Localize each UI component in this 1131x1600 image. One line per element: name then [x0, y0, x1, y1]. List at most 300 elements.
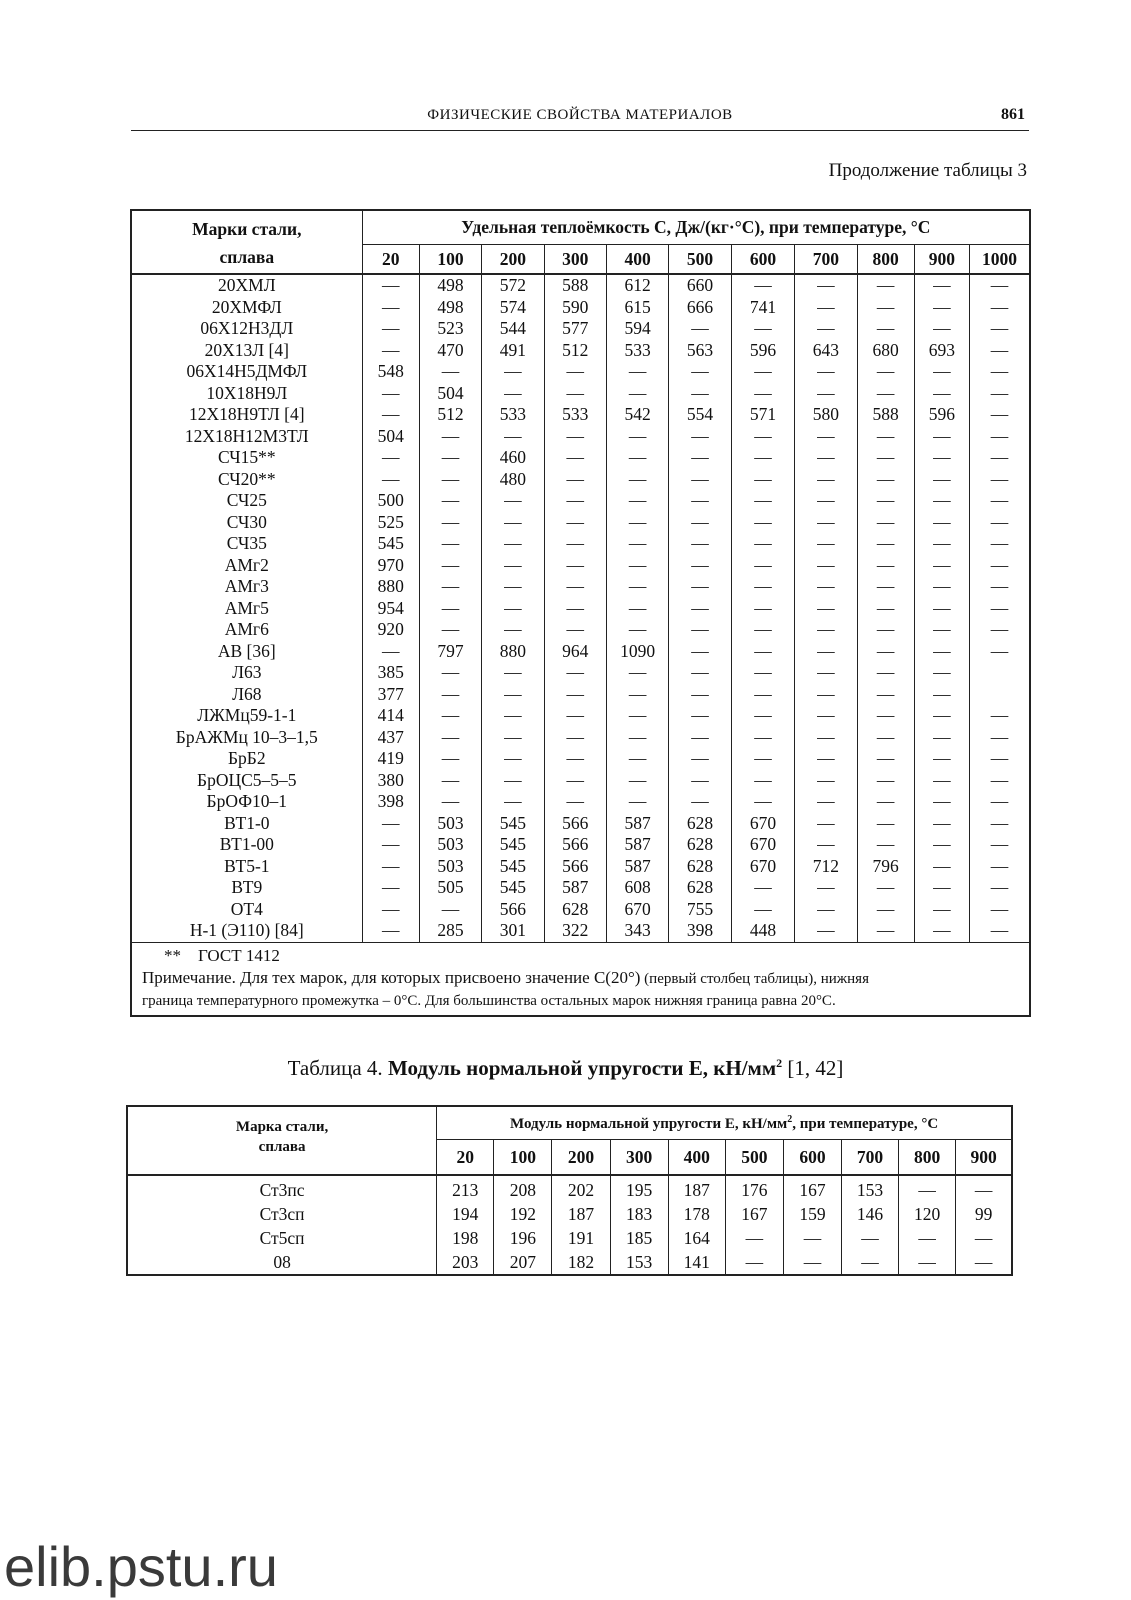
table-3-group-header: Удельная теплоёмкость C, Дж/(кг·°C), при температуре, °C	[461, 217, 931, 237]
value-cell: 512	[544, 340, 606, 362]
value-cell: 167	[783, 1175, 841, 1202]
value-cell: —	[419, 705, 481, 727]
table-4-caption	[0, 1056, 1131, 1081]
value-cell: 480	[482, 469, 544, 491]
value-cell: 164	[668, 1226, 725, 1250]
value-cell: —	[419, 533, 481, 555]
value-cell: —	[606, 770, 668, 792]
table-row	[132, 727, 1029, 749]
value-cell: —	[731, 727, 794, 749]
value-cell: —	[795, 662, 857, 684]
value-cell: —	[482, 619, 544, 641]
value-cell: —	[419, 619, 481, 641]
value-cell: —	[899, 1175, 956, 1202]
value-cell: 548	[362, 361, 419, 383]
value-cell: 628	[544, 899, 606, 921]
value-cell: 615	[606, 297, 668, 319]
value-cell: —	[914, 791, 969, 813]
value-cell: —	[606, 727, 668, 749]
value-cell: —	[914, 748, 969, 770]
value-cell: —	[970, 877, 1030, 899]
value-cell: —	[669, 598, 731, 620]
value-cell: 187	[668, 1175, 725, 1202]
value-cell: —	[544, 598, 606, 620]
value-cell: —	[606, 490, 668, 512]
value-cell: 505	[419, 877, 481, 899]
value-cell: 533	[606, 340, 668, 362]
footnote-mark: **	[164, 945, 181, 965]
value-cell: —	[795, 576, 857, 598]
material-name-cell: Ст3пс	[128, 1175, 437, 1202]
value-cell: —	[669, 727, 731, 749]
value-cell: —	[795, 877, 857, 899]
page-number: 861	[1001, 106, 1025, 123]
value-cell: —	[362, 877, 419, 899]
value-cell: 612	[606, 274, 668, 297]
value-cell: —	[362, 641, 419, 663]
value-cell: —	[731, 662, 794, 684]
material-name-cell: ЛЖМц59-1-1	[132, 705, 362, 727]
value-cell: 141	[668, 1250, 725, 1274]
value-cell: —	[419, 899, 481, 921]
value-cell: —	[914, 705, 969, 727]
value-cell: 643	[795, 340, 857, 362]
value-cell: —	[857, 383, 914, 405]
value-cell: 544	[482, 318, 544, 340]
value-cell: —	[731, 469, 794, 491]
value-cell: 195	[610, 1175, 668, 1202]
value-cell: 491	[482, 340, 544, 362]
value-cell: —	[731, 512, 794, 534]
material-name-cell: ВТ5-1	[132, 856, 362, 878]
material-name-cell: АВ [36]	[132, 641, 362, 663]
value-cell: —	[544, 533, 606, 555]
value-cell: 176	[725, 1175, 783, 1202]
value-cell: —	[731, 274, 794, 297]
value-cell: —	[857, 727, 914, 749]
value-cell: 588	[544, 274, 606, 297]
value-cell: 566	[482, 899, 544, 921]
material-name-cell: СЧ25	[132, 490, 362, 512]
value-cell: —	[419, 684, 481, 706]
value-cell: —	[669, 619, 731, 641]
value-cell: —	[857, 490, 914, 512]
value-cell: 796	[857, 856, 914, 878]
table-row	[132, 533, 1029, 555]
value-cell: —	[606, 383, 668, 405]
value-cell: —	[362, 297, 419, 319]
value-cell: —	[914, 619, 969, 641]
value-cell: —	[544, 791, 606, 813]
value-cell: 504	[419, 383, 481, 405]
value-cell: —	[544, 447, 606, 469]
value-cell: —	[795, 813, 857, 835]
value-cell: —	[606, 705, 668, 727]
value-cell: 670	[731, 834, 794, 856]
value-cell	[970, 662, 1030, 684]
value-cell: —	[795, 555, 857, 577]
note-line-2: граница температурного промежутка – 0°С. Для большинства остальных марок нижняя граница равна 20°С.	[142, 992, 836, 1009]
value-cell: —	[731, 641, 794, 663]
table-4-temp-header: 20	[437, 1140, 494, 1176]
value-cell: —	[914, 920, 969, 942]
value-cell: —	[669, 705, 731, 727]
value-cell: 99	[956, 1202, 1011, 1226]
value-cell: —	[669, 662, 731, 684]
value-cell: —	[544, 469, 606, 491]
value-cell: —	[857, 899, 914, 921]
caption-title	[388, 1056, 782, 1080]
value-cell: —	[419, 426, 481, 448]
value-cell: 182	[552, 1250, 610, 1274]
table-row	[132, 834, 1029, 856]
value-cell: —	[731, 318, 794, 340]
material-name-cell: СЧ20**	[132, 469, 362, 491]
value-cell: —	[857, 813, 914, 835]
value-cell: 460	[482, 447, 544, 469]
material-name-cell: ВТ1-00	[132, 834, 362, 856]
table-3-mark-header: Марки стали, сплава	[132, 211, 362, 274]
material-name-cell: СЧ30	[132, 512, 362, 534]
value-cell: —	[482, 791, 544, 813]
value-cell: —	[970, 813, 1030, 835]
material-name-cell: Н-1 (Э110) [84]	[132, 920, 362, 942]
value-cell: —	[795, 383, 857, 405]
value-cell: —	[956, 1175, 1011, 1202]
value-cell: —	[731, 576, 794, 598]
table-row	[132, 318, 1029, 340]
value-cell: 545	[482, 834, 544, 856]
value-cell: —	[970, 297, 1030, 319]
value-cell: 920	[362, 619, 419, 641]
value-cell: —	[725, 1250, 783, 1274]
material-name-cell: 20Х13Л [4]	[132, 340, 362, 362]
value-cell: 377	[362, 684, 419, 706]
value-cell: —	[857, 576, 914, 598]
table-3-temp-header: 500	[669, 245, 731, 275]
material-name-cell: АМг2	[132, 555, 362, 577]
value-cell: —	[731, 447, 794, 469]
value-cell: 660	[669, 274, 731, 297]
value-cell: —	[914, 426, 969, 448]
value-cell: —	[795, 512, 857, 534]
material-name-cell: ВТ9	[132, 877, 362, 899]
value-cell: —	[970, 899, 1030, 921]
value-cell: —	[857, 469, 914, 491]
table-row	[132, 383, 1029, 405]
value-cell: —	[544, 426, 606, 448]
value-cell: —	[795, 619, 857, 641]
value-cell: —	[482, 748, 544, 770]
table-row	[132, 469, 1029, 491]
value-cell: —	[795, 297, 857, 319]
value-cell: —	[362, 447, 419, 469]
value-cell: 797	[419, 641, 481, 663]
watermark-text: elib.pstu.ru	[4, 1535, 278, 1598]
value-cell: —	[731, 791, 794, 813]
table-row	[132, 705, 1029, 727]
note-line-1b: (первый столбец таблицы), нижняя	[640, 970, 869, 987]
value-cell: 563	[669, 340, 731, 362]
value-cell: 414	[362, 705, 419, 727]
value-cell: —	[606, 576, 668, 598]
value-cell: 503	[419, 834, 481, 856]
value-cell: —	[362, 274, 419, 297]
value-cell: 385	[362, 662, 419, 684]
value-cell: —	[731, 490, 794, 512]
value-cell: —	[914, 469, 969, 491]
value-cell: —	[419, 662, 481, 684]
value-cell: —	[669, 533, 731, 555]
value-cell: —	[731, 426, 794, 448]
value-cell: 693	[914, 340, 969, 362]
value-cell: —	[857, 533, 914, 555]
value-cell: —	[419, 748, 481, 770]
value-cell: —	[731, 877, 794, 899]
value-cell: 666	[669, 297, 731, 319]
material-name-cell: 20ХМФЛ	[132, 297, 362, 319]
table-row	[132, 555, 1029, 577]
table-row	[132, 619, 1029, 641]
value-cell: —	[970, 274, 1030, 297]
value-cell: —	[731, 383, 794, 405]
value-cell: —	[956, 1226, 1011, 1250]
value-cell: 590	[544, 297, 606, 319]
value-cell: —	[899, 1226, 956, 1250]
table-row	[132, 274, 1029, 297]
value-cell: —	[795, 490, 857, 512]
value-cell: 587	[606, 813, 668, 835]
value-cell: —	[544, 770, 606, 792]
table-row	[128, 1250, 1011, 1274]
material-name-cell: 06Х12Н3ДЛ	[132, 318, 362, 340]
value-cell: 542	[606, 404, 668, 426]
value-cell: —	[482, 598, 544, 620]
value-cell: —	[731, 555, 794, 577]
value-cell: 192	[494, 1202, 552, 1226]
value-cell: —	[783, 1250, 841, 1274]
value-cell: —	[362, 856, 419, 878]
table-4-temp-header: 900	[956, 1140, 1011, 1176]
table-4	[128, 1107, 1011, 1274]
value-cell: —	[669, 770, 731, 792]
value-cell: 545	[482, 856, 544, 878]
value-cell: 755	[669, 899, 731, 921]
material-name-cell: Ст5сп	[128, 1226, 437, 1250]
caption-sup: 2	[776, 1056, 783, 1070]
running-header-title: ФИЗИЧЕСКИЕ СВОЙСТВА МАТЕРИАЛОВ	[427, 107, 733, 123]
table-row	[132, 899, 1029, 921]
value-cell: 628	[669, 856, 731, 878]
value-cell: —	[725, 1226, 783, 1250]
value-cell: —	[544, 576, 606, 598]
table-3-temp-header: 800	[857, 245, 914, 275]
value-cell: —	[783, 1226, 841, 1250]
value-cell: 670	[606, 899, 668, 921]
value-cell: —	[669, 426, 731, 448]
value-cell: —	[795, 361, 857, 383]
value-cell: —	[606, 426, 668, 448]
value-cell: —	[842, 1250, 899, 1274]
value-cell: —	[857, 748, 914, 770]
value-cell: —	[606, 791, 668, 813]
value-cell: —	[606, 748, 668, 770]
value-cell: 554	[669, 404, 731, 426]
value-cell: 500	[362, 490, 419, 512]
value-cell: —	[795, 684, 857, 706]
value-cell: —	[419, 469, 481, 491]
table-3-temp-header: 20	[362, 245, 419, 275]
value-cell: 572	[482, 274, 544, 297]
value-cell: —	[914, 598, 969, 620]
value-cell: —	[731, 619, 794, 641]
value-cell: 194	[437, 1202, 494, 1226]
value-cell: —	[970, 727, 1030, 749]
value-cell: —	[914, 641, 969, 663]
material-name-cell: 12Х18Н12М3ТЛ	[132, 426, 362, 448]
value-cell: —	[669, 447, 731, 469]
material-name-cell: Л63	[132, 662, 362, 684]
value-cell: —	[419, 490, 481, 512]
value-cell: —	[857, 684, 914, 706]
value-cell: —	[544, 490, 606, 512]
table-4-temp-header: 800	[899, 1140, 956, 1176]
table-row	[128, 1226, 1011, 1250]
value-cell: 587	[544, 877, 606, 899]
value-cell: 398	[669, 920, 731, 942]
value-cell: —	[795, 748, 857, 770]
value-cell: —	[795, 641, 857, 663]
value-cell: 741	[731, 297, 794, 319]
value-cell: 208	[494, 1175, 552, 1202]
value-cell: —	[606, 598, 668, 620]
value-cell: 545	[482, 813, 544, 835]
value-cell: —	[669, 383, 731, 405]
value-cell: —	[482, 490, 544, 512]
value-cell: —	[914, 318, 969, 340]
value-cell: —	[482, 662, 544, 684]
table-4-elastic-modulus	[126, 1105, 1013, 1276]
value-cell: —	[362, 383, 419, 405]
table-row	[132, 404, 1029, 426]
value-cell: —	[970, 533, 1030, 555]
value-cell: —	[544, 684, 606, 706]
value-cell: 437	[362, 727, 419, 749]
value-cell: 533	[544, 404, 606, 426]
table-row	[132, 770, 1029, 792]
value-cell: —	[970, 770, 1030, 792]
value-cell: 571	[731, 404, 794, 426]
material-name-cell: 06Х14Н5ДМФЛ	[132, 361, 362, 383]
value-cell: 448	[731, 920, 794, 942]
value-cell: 191	[552, 1226, 610, 1250]
value-cell: —	[970, 512, 1030, 534]
value-cell: 213	[437, 1175, 494, 1202]
value-cell: —	[914, 813, 969, 835]
table-3-temp-header: 700	[795, 245, 857, 275]
value-cell: 380	[362, 770, 419, 792]
value-cell: —	[857, 834, 914, 856]
value-cell: —	[857, 555, 914, 577]
table-3-temp-header: 400	[606, 245, 668, 275]
value-cell: —	[795, 770, 857, 792]
value-cell: —	[795, 533, 857, 555]
value-cell: —	[914, 297, 969, 319]
material-name-cell: 10Х18Н9Л	[132, 383, 362, 405]
value-cell: —	[544, 748, 606, 770]
table-row	[132, 297, 1029, 319]
value-cell: 183	[610, 1202, 668, 1226]
value-cell: —	[914, 383, 969, 405]
table-3	[132, 211, 1029, 943]
value-cell: —	[606, 533, 668, 555]
value-cell: 285	[419, 920, 481, 942]
value-cell: —	[795, 727, 857, 749]
value-cell: 587	[606, 856, 668, 878]
value-cell: —	[857, 619, 914, 641]
value-cell: —	[956, 1250, 1011, 1274]
value-cell: 880	[362, 576, 419, 598]
material-name-cell: БрОЦС5–5–5	[132, 770, 362, 792]
value-cell: 577	[544, 318, 606, 340]
value-cell: —	[970, 705, 1030, 727]
value-cell: 503	[419, 813, 481, 835]
material-name-cell: 20ХМЛ	[132, 274, 362, 297]
value-cell: 196	[494, 1226, 552, 1250]
value-cell: —	[669, 555, 731, 577]
material-name-cell: БрАЖМц 10–3–1,5	[132, 727, 362, 749]
value-cell: 523	[419, 318, 481, 340]
value-cell: —	[899, 1250, 956, 1274]
value-cell: —	[669, 576, 731, 598]
value-cell: —	[857, 447, 914, 469]
table-row	[132, 641, 1029, 663]
table-4-temp-header: 500	[725, 1140, 783, 1176]
value-cell: —	[606, 619, 668, 641]
value-cell: 880	[482, 641, 544, 663]
value-cell: 574	[482, 297, 544, 319]
value-cell: —	[606, 555, 668, 577]
value-cell: —	[857, 318, 914, 340]
table-3-temp-header: 900	[914, 245, 969, 275]
value-cell: —	[914, 834, 969, 856]
value-cell: —	[731, 684, 794, 706]
value-cell: 608	[606, 877, 668, 899]
value-cell: —	[914, 856, 969, 878]
value-cell: —	[795, 791, 857, 813]
value-cell: —	[606, 684, 668, 706]
value-cell: 670	[731, 856, 794, 878]
value-cell: —	[914, 899, 969, 921]
value-cell: —	[606, 447, 668, 469]
value-cell: 185	[610, 1226, 668, 1250]
value-cell: —	[362, 834, 419, 856]
value-cell: —	[731, 899, 794, 921]
value-cell: —	[914, 684, 969, 706]
table-row	[132, 426, 1029, 448]
caption-prefix: Таблица 4.	[287, 1056, 388, 1080]
value-cell: —	[419, 555, 481, 577]
value-cell: 301	[482, 920, 544, 942]
value-cell: —	[857, 512, 914, 534]
table-row	[128, 1202, 1011, 1226]
value-cell: 525	[362, 512, 419, 534]
value-cell: 153	[610, 1250, 668, 1274]
value-cell: 167	[725, 1202, 783, 1226]
material-name-cell: 08	[128, 1250, 437, 1274]
table-row	[128, 1175, 1011, 1202]
value-cell: —	[482, 361, 544, 383]
